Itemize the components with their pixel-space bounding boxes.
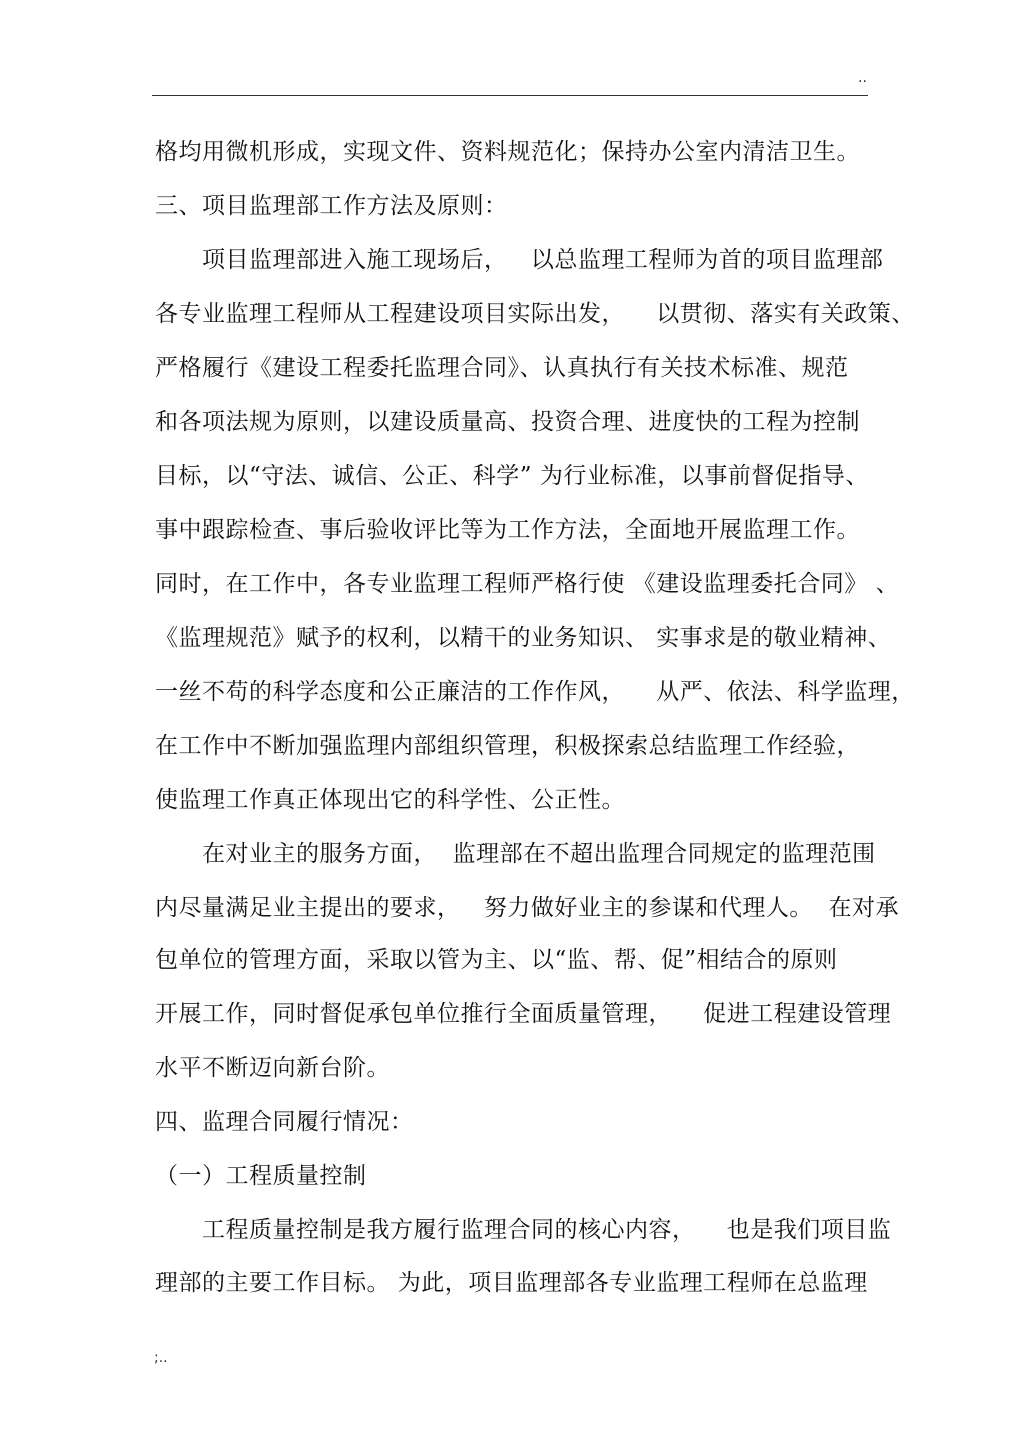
paragraph-line: 同时，在工作中，各专业监理工程师严格行使 《建设监理委托合同》 、 xyxy=(155,571,900,597)
paragraph-line: 和各项法规为原则，以建设质量高、投资合理、进度快的工程为控制 xyxy=(155,409,860,435)
paragraph-line: 各专业监理工程师从工程建设项目实际出发， 以贯彻、落实有关政策、 xyxy=(155,301,915,327)
paragraph-line: 目标，以“守法、诚信、公正、科学” 为行业标准，以事前督促指导、 xyxy=(155,463,869,489)
paragraph-line: 《监理规范》赋予的权利，以精干的业务知识、 实事求是的敬业精神、 xyxy=(155,625,892,651)
paragraph-line: 开展工作，同时督促承包单位推行全面质量管理， 促进工程建设管理 xyxy=(155,1001,892,1027)
paragraph-line: 格均用微机形成，实现文件、资料规范化；保持办公室内清洁卫生。 xyxy=(155,139,860,165)
paragraph-line: 理部的主要工作目标。 为此，项目监理部各专业监理工程师在总监理 xyxy=(155,1270,868,1296)
footer-mark: ;.. xyxy=(154,1350,168,1366)
paragraph-line: 严格履行《建设工程委托监理合同》、认真执行有关技术标准、规范 xyxy=(155,355,849,381)
section-heading: 三、项目监理部工作方法及原则： xyxy=(155,193,508,219)
paragraph-line: 在工作中不断加强监理内部组织管理，积极探索总结监理工作经验， xyxy=(155,733,860,759)
section-heading: 四、监理合同履行情况： xyxy=(155,1109,414,1135)
subsection-heading: （一）工程质量控制 xyxy=(155,1163,367,1189)
header-rule xyxy=(152,95,868,96)
paragraph-line: 事中跟踪检查、事后验收评比等为工作方法，全面地开展监理工作。 xyxy=(155,517,860,543)
paragraph-line: 工程质量控制是我方履行监理合同的核心内容， 也是我们项目监 xyxy=(202,1217,892,1243)
paragraph-line: 内尽量满足业主提出的要求， 努力做好业主的参谋和代理人。 在对承 xyxy=(155,895,900,921)
paragraph-line: 水平不断迈向新台阶。 xyxy=(155,1055,390,1081)
paragraph-line: 包单位的管理方面，采取以管为主、以“监、帮、促”相结合的原则 xyxy=(155,947,838,973)
paragraph-line: 使监理工作真正体现出它的科学性、公正性。 xyxy=(155,787,625,813)
paragraph-line: 项目监理部进入施工现场后， 以总监理工程师为首的项目监理部 xyxy=(202,247,884,273)
paragraph-line: 一丝不苟的科学态度和公正廉洁的工作作风， 从严、依法、科学监理， xyxy=(155,679,915,705)
header-mark: .. xyxy=(858,70,867,86)
paragraph-line: 在对业主的服务方面， 监理部在不超出监理合同规定的监理范围 xyxy=(202,841,876,867)
